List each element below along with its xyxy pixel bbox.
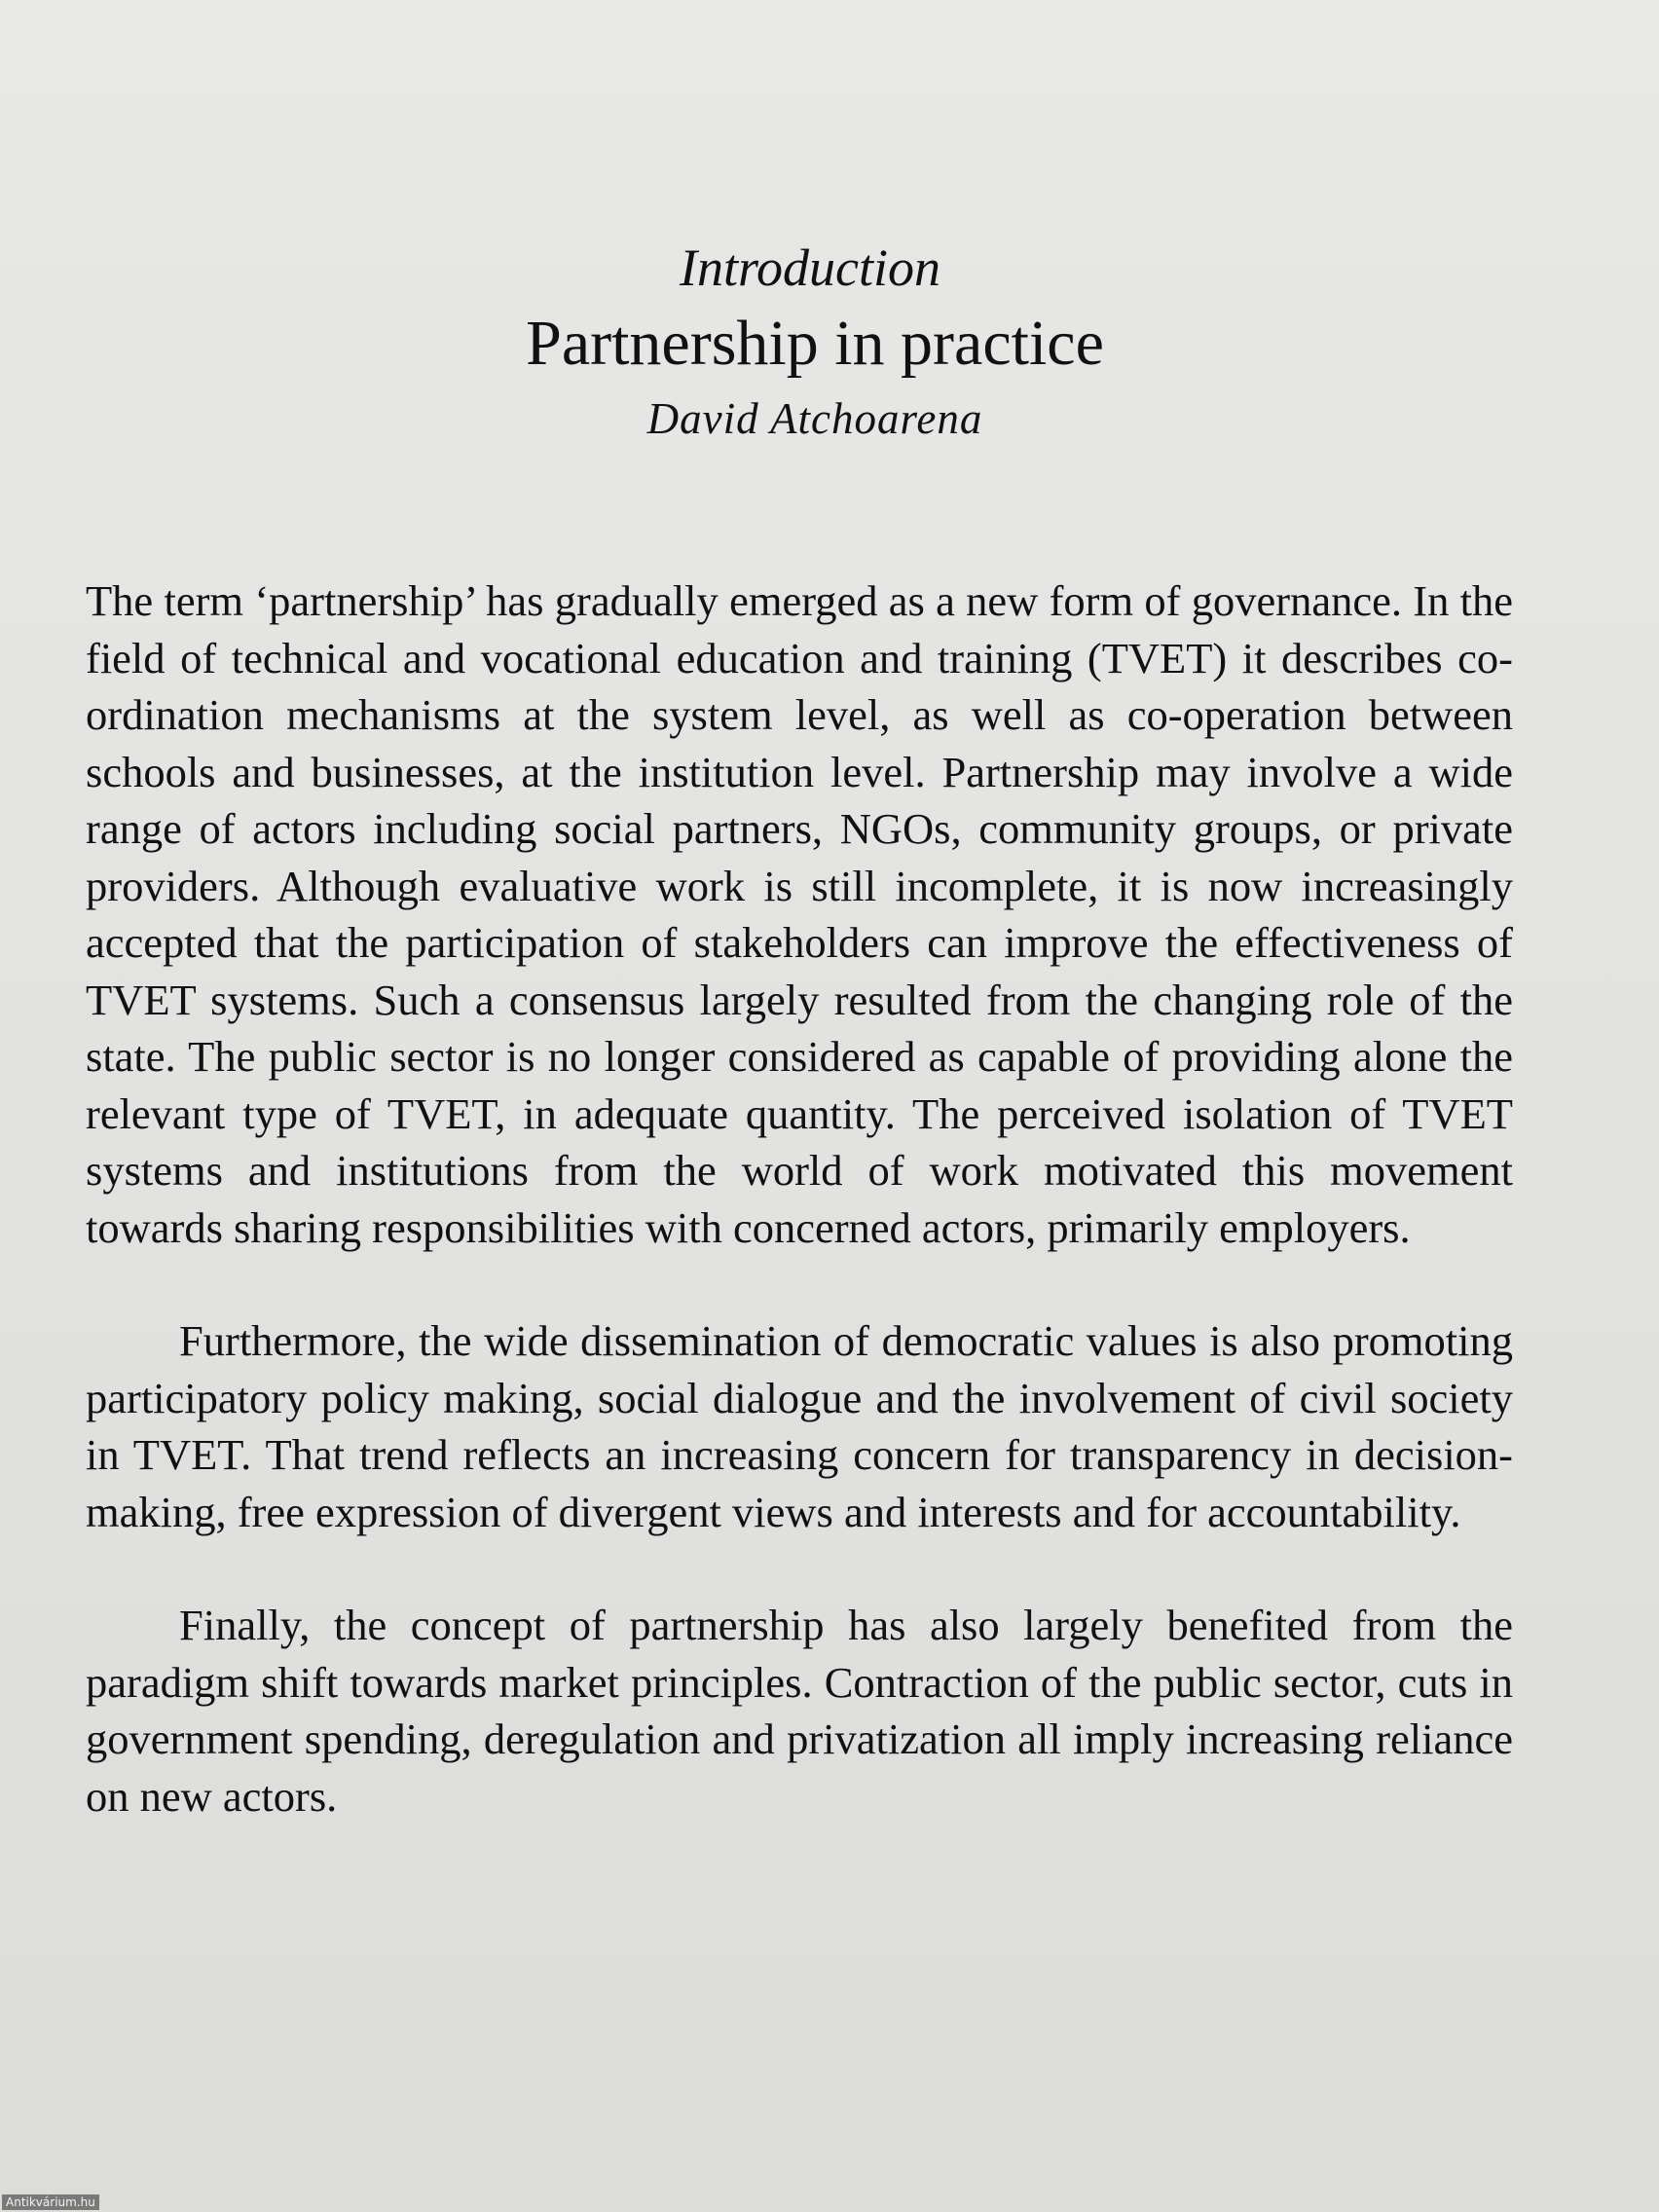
chapter-title: Partnership in practice <box>526 308 1104 379</box>
paragraph-2: Furthermore, the wide dissemination of democratic values is also promoting participatory policy making, social dialogue and the involvement of civil society in TVET. That trend reflects an increasing concern for transparency in decision-making, free expression of divergent views and interests and for accountability. <box>86 1316 1513 1536</box>
chapter-kicker: Introduction <box>680 239 940 297</box>
watermark-label: Antikvárium.hu <box>2 2194 99 2210</box>
chapter-author: David Atchoarena <box>646 394 983 443</box>
body-text <box>86 572 1513 1881</box>
paragraph-3: Finally, the concept of partnership has also largely benefited from the paradigm shift towards market principles. Contraction of the public sector, cuts in government spending, deregulation and privatization all imply increasing reliance on new actors. <box>86 1601 1513 1821</box>
chapter-header <box>0 241 1659 441</box>
paragraph-1: The term ‘partnership’ has gradually emerged as a new form of governance. In the field of technical and vocational education and training (TVET) it describes co-ordination mechanisms at the system level, as well as co-operation between schools and businesses, at the institution level. Partnership may involve a wide range of actors including social partners, NGOs, community groups, or private providers. Although evaluative work is still incomplete, it is now increasingly accepted that the participation of stakeholders can improve the effectiveness of TVET systems. Such a consensus largely resulted from the changing role of the state. The public sector is no longer considered as capable of providing alone the relevant type of TVET, in adequate quantity. The perceived isolation of TVET systems and institutions from the world of work motivated this movement towards sharing responsibilities with concerned actors, primarily employers. <box>86 576 1513 1252</box>
